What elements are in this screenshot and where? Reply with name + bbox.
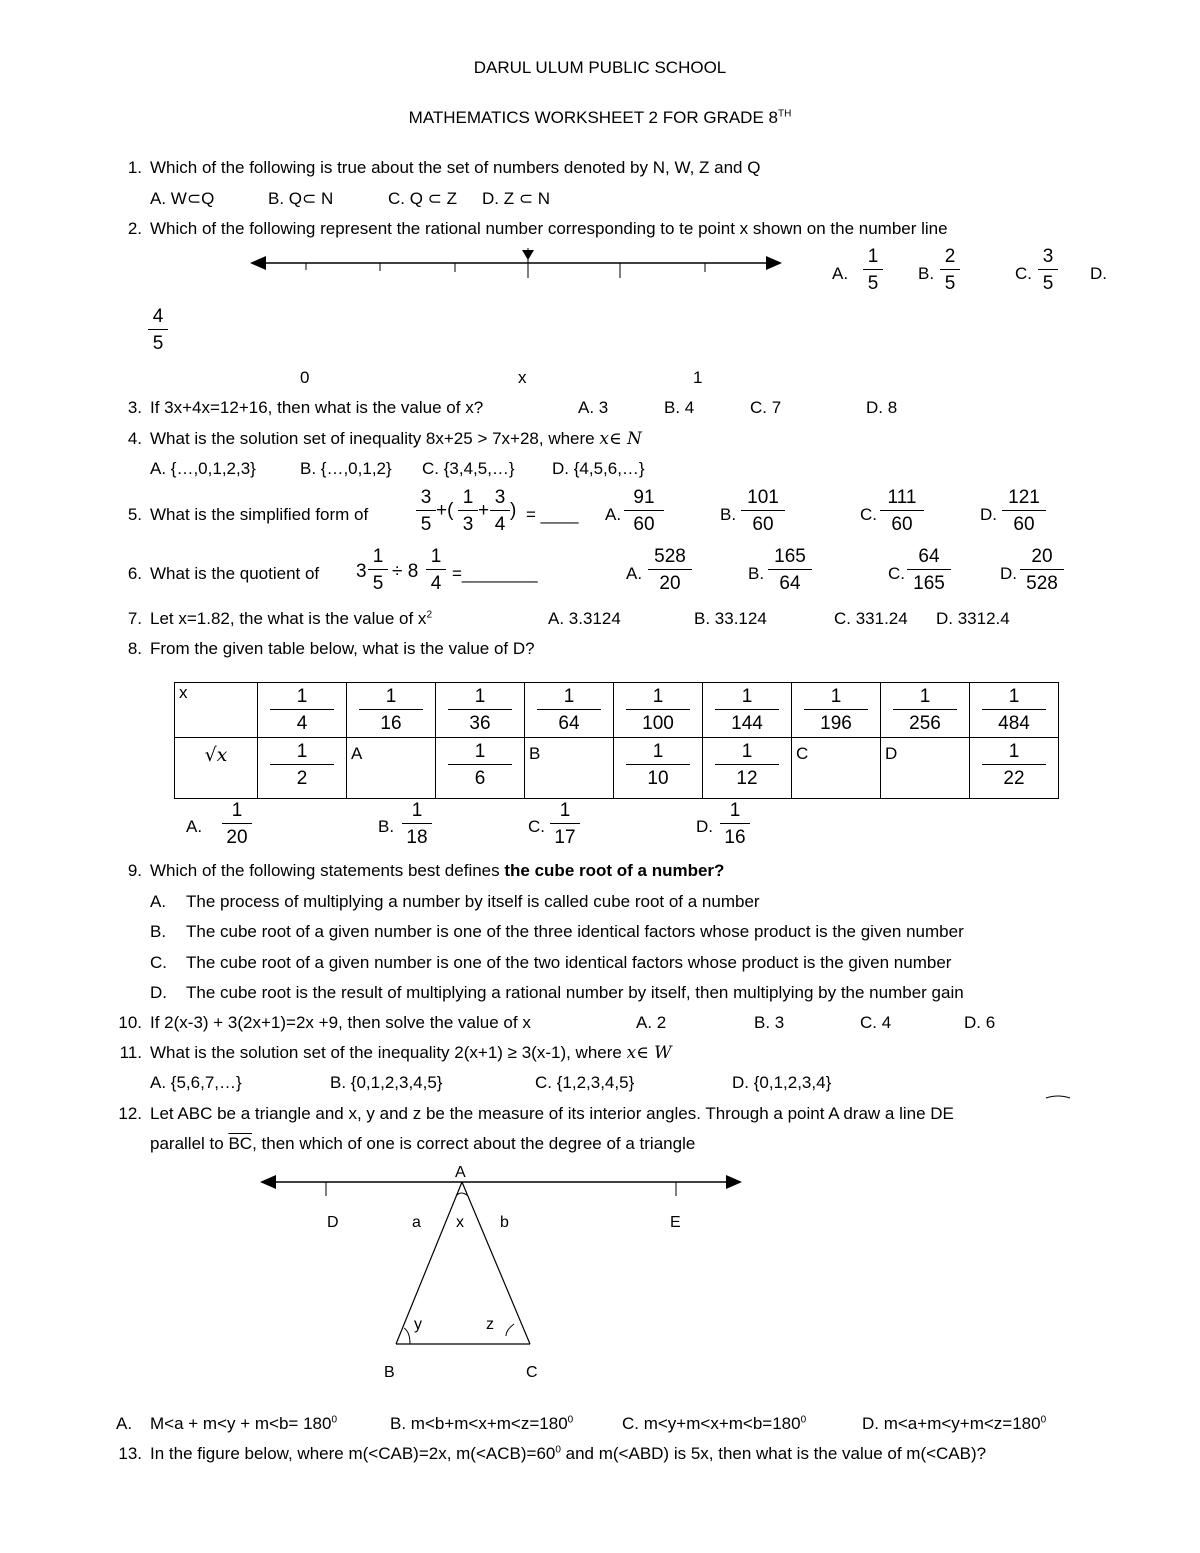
q5-option-c-fraction: 111 60	[880, 488, 924, 534]
q5-close: )	[510, 500, 517, 521]
table-cell-d: D	[881, 738, 970, 799]
q5-option-c-letter: C.	[860, 505, 877, 524]
q9-option-d-letter: D.	[150, 983, 167, 1002]
q1-option-c: C. Q ⊂ Z	[388, 189, 458, 208]
table-cell: 1 10	[614, 738, 703, 799]
q7-option-b: B. 33.124	[694, 609, 767, 628]
segment-bc: $\overline{BC}$	[228, 1134, 253, 1153]
q5-option-d-letter: D.	[980, 505, 997, 524]
q5-plus-open: +(	[436, 500, 454, 521]
table-cell: 1 12	[703, 738, 792, 799]
q12-option-c: C. $m<y+m<x+m<b=180^0$	[622, 1414, 807, 1433]
q3-option-a: A. 3	[578, 398, 609, 417]
q4-option-b: B. {…,0,1,2}	[300, 459, 392, 478]
q12-line2	[150, 1134, 695, 1154]
q3-number: 3.	[127, 398, 142, 417]
q12-option-b: B. $m<b+m<x+m<z=180^0$	[390, 1414, 574, 1433]
q6-option-a-fraction: 528 20	[648, 547, 692, 593]
triangle-diagram	[258, 1164, 758, 1354]
square-root-table	[174, 682, 1059, 799]
q2-option-b-letter: B.	[918, 264, 935, 283]
q4-option-c: C. {3,4,5,…}	[422, 459, 515, 478]
table-cell: 1 144	[703, 683, 792, 738]
q7-text	[150, 609, 432, 629]
q8-option-a-fraction: 1 20	[222, 801, 252, 847]
q10-option-c: C. 4	[860, 1013, 892, 1032]
q8-option-c-fraction: 1 17	[550, 801, 580, 847]
q2-option-a-fraction: 1 5	[863, 247, 883, 293]
q4-text-main: What is the solution set of inequality 8x+25 > 7x+28, where	[150, 429, 595, 448]
q3-option-d: D. 8	[866, 398, 898, 417]
q6-option-b-letter: B.	[748, 564, 765, 583]
q10-text: If 2(x-3) + 3(2x+1)=2x +9, then solve the value of x	[150, 1013, 531, 1032]
table-cell: 1 484	[970, 683, 1059, 738]
q6-option-d-fraction: 20 528	[1020, 547, 1064, 593]
table-row	[175, 683, 1059, 738]
q1-option-a: A. W⊂Q	[150, 189, 215, 208]
table-cell-x-label: x	[175, 683, 258, 738]
q12-line2-a: parallel to	[150, 1134, 224, 1153]
q3-text: If 3x+4x=12+16, then what is the value of x?	[150, 398, 484, 417]
q2-number: 2.	[127, 219, 142, 238]
angle-y-label: y	[414, 1316, 422, 1333]
q5-text: What is the simplified form of	[150, 505, 369, 524]
table-cell: 1 2	[258, 738, 347, 799]
q9-option-a: The process of multiplying a number by itself is called cube root of a number	[186, 892, 760, 911]
number-line-label-0: 0	[300, 368, 310, 387]
table-cell-sqrt-label: √x	[175, 738, 258, 799]
table-cell: 1 6	[436, 738, 525, 799]
q12-line1: Let ABC be a triangle and x, y and z be the measure of its interior angles. Through a point A draw a line DE	[150, 1104, 954, 1123]
q9-option-d: The cube root is the result of multiplying a rational number by itself, then multiplying by the number gain	[186, 983, 964, 1002]
q7-option-c: C. 331.24	[834, 609, 908, 628]
q9-text-bold: the cube root of a number?	[504, 861, 725, 880]
table-cell: 1 256	[881, 683, 970, 738]
q11-option-c: C. {1,2,3,4,5}	[535, 1073, 635, 1092]
table-cell: 1 4	[258, 683, 347, 738]
q5-option-b-letter: B.	[720, 505, 737, 524]
angle-z-label: z	[486, 1316, 494, 1333]
number-line-label-x: x	[518, 368, 527, 387]
q6-option-a-letter: A.	[626, 564, 643, 583]
table-cell-c: C	[792, 738, 881, 799]
q9-text-main: Which of the following statements best defines	[150, 861, 500, 880]
q11-option-b: B. {0,1,2,3,4,5}	[330, 1073, 443, 1092]
q12-line2-b: , then which of one is correct about the degree of a triangle	[252, 1134, 696, 1153]
q9-option-a-letter: A.	[150, 892, 167, 911]
table-cell: 1 16	[347, 683, 436, 738]
q13-number: 13.	[118, 1444, 142, 1463]
q8-option-d-fraction: 1 16	[720, 801, 750, 847]
q3-option-c: C. 7	[750, 398, 782, 417]
q2-text: Which of the following represent the rational number corresponding to te point x shown on the number line	[150, 219, 948, 238]
q4-text	[150, 429, 642, 449]
q6-equals: =________	[452, 564, 538, 583]
q6-fraction-b: 1 4	[426, 547, 446, 593]
q6-option-d-letter: D.	[1000, 564, 1017, 583]
q12-option-a-letter: A.	[116, 1414, 133, 1433]
q11-option-a: A. {5,6,7,…}	[150, 1073, 242, 1092]
angle-a-label: a	[412, 1214, 421, 1231]
q9-number: 9.	[127, 861, 142, 880]
table-cell: 1 22	[970, 738, 1059, 799]
table-cell-b: B	[525, 738, 614, 799]
q8-option-b-letter: B.	[378, 817, 395, 836]
q8-number: 8.	[127, 639, 142, 658]
q8-text: From the given table below, what is the value of D?	[150, 639, 535, 658]
q9-option-b-letter: B.	[150, 922, 167, 941]
q5-equals: = ____	[526, 505, 579, 524]
q5-term-a: 3 5	[416, 488, 436, 534]
q13-text: In the figure below, where m(<CAB)=2x, $m(<ACB)=60^0$ and m(<ABD) is 5x, then what is the value of m(<CAB)?	[150, 1444, 987, 1463]
q6-option-b-fraction: 165 64	[768, 547, 812, 593]
q6-number: 6.	[127, 564, 142, 583]
q10-number: 10.	[118, 1013, 142, 1032]
q7-option-d: D. 3312.4	[936, 609, 1010, 628]
q7-option-a: A. 3.3124	[548, 609, 621, 628]
q3-option-b: B. 4	[664, 398, 695, 417]
q9-text	[150, 861, 724, 881]
q5-option-a-fraction: 91 60	[624, 488, 664, 534]
q8-option-c-letter: C.	[528, 817, 545, 836]
vertex-a-label: A	[455, 1164, 466, 1181]
q8-option-b-fraction: 1 18	[402, 801, 432, 847]
worksheet-title	[0, 108, 1200, 128]
vertex-b-label: B	[384, 1364, 395, 1381]
angle-b-label: b	[500, 1214, 509, 1231]
q2-option-c-letter: C.	[1015, 264, 1032, 283]
q5-plus: +	[478, 500, 490, 521]
angle-x-label: x	[456, 1214, 464, 1231]
q11-domain: x∈ W	[626, 1043, 672, 1063]
q4-option-d: D. {4,5,6,…}	[552, 459, 645, 478]
q5-option-d-fraction: 121 60	[1002, 488, 1046, 534]
q2-option-d-letter: D.	[1090, 264, 1107, 283]
table-cell: 1 36	[436, 683, 525, 738]
q4-domain: x∈ N	[599, 429, 642, 449]
q6-divide: ÷ 8	[392, 561, 419, 582]
point-e-label: E	[670, 1214, 681, 1231]
q10-option-d: D. 6	[964, 1013, 996, 1032]
q11-option-d: D. {0,1,2,3,4}	[732, 1073, 832, 1092]
q7-number: 7.	[127, 609, 142, 628]
q8-option-a-letter: A.	[186, 817, 203, 836]
q2-option-b-fraction: 2 5	[940, 247, 960, 293]
q5-option-a-letter: A.	[605, 505, 622, 524]
q7-exponent: 2	[426, 609, 432, 621]
q6-option-c-letter: C.	[888, 564, 905, 583]
table-cell: 1 196	[792, 683, 881, 738]
q4-number: 4.	[127, 429, 142, 448]
q11-text-main: What is the solution set of the inequality 2(x+1) ≥ 3(x-1), where	[150, 1043, 622, 1062]
q12-option-d: D. $m<a+m<y+m<z=180^0$	[862, 1414, 1047, 1433]
q5-option-b-fraction: 101 60	[741, 488, 785, 534]
q1-text: Which of the following is true about the set of numbers denoted by N, W, Z and Q	[150, 158, 761, 177]
number-line-label-1: 1	[693, 368, 703, 387]
q6-fraction-a: 1 5	[368, 547, 388, 593]
q6-text: What is the quotient of	[150, 564, 320, 583]
q2-option-c-fraction: 3 5	[1038, 247, 1058, 293]
q4-option-a: A. {…,0,1,2,3}	[150, 459, 256, 478]
q9-option-c-letter: C.	[150, 953, 167, 972]
q6-whole: 3	[356, 561, 367, 582]
q9-option-b: The cube root of a given number is one of the three identical factors whose product is the given number	[186, 922, 964, 941]
school-name: DARUL ULUM PUBLIC SCHOOL	[473, 58, 727, 77]
q12-number: 12.	[118, 1104, 142, 1123]
point-d-label: D	[327, 1214, 339, 1231]
q5-term-b: 1 3	[458, 488, 478, 534]
worksheet-title-text: MATHEMATICS WORKSHEET 2 FOR GRADE 8	[408, 108, 778, 127]
q10-option-b: B. 3	[754, 1013, 785, 1032]
q6-option-c-fraction: 64 165	[907, 547, 951, 593]
q2-option-a-letter: A.	[832, 264, 849, 283]
q11-text	[150, 1043, 672, 1063]
q10-option-a: A. 2	[636, 1013, 667, 1032]
q11-number: 11.	[119, 1043, 142, 1062]
q5-term-c: 3 4	[490, 488, 510, 534]
table-cell: 1 100	[614, 683, 703, 738]
de-arc-mark	[1044, 1092, 1074, 1102]
q5-number: 5.	[127, 505, 142, 524]
grade-suffix: TH	[777, 108, 792, 120]
vertex-c-label: C	[526, 1364, 538, 1381]
q7-text-main: Let x=1.82, the what is the value of x	[150, 609, 427, 628]
q9-option-c: The cube root of a given number is one of the two identical factors whose product is the given number	[186, 953, 952, 972]
q2-option-d-fraction: 4 5	[148, 307, 168, 353]
q1-option-b: B. Q⊂ N	[268, 189, 334, 208]
q1-option-d: D. Z ⊂ N	[482, 189, 551, 208]
q8-option-d-letter: D.	[696, 817, 713, 836]
number-line	[250, 244, 790, 284]
table-cell-a: A	[347, 738, 436, 799]
q12-option-a: $M<a + m<y + m<b= 180^0$	[150, 1414, 338, 1433]
table-row	[175, 738, 1059, 799]
q1-number: 1.	[127, 158, 142, 177]
table-cell: 1 64	[525, 683, 614, 738]
